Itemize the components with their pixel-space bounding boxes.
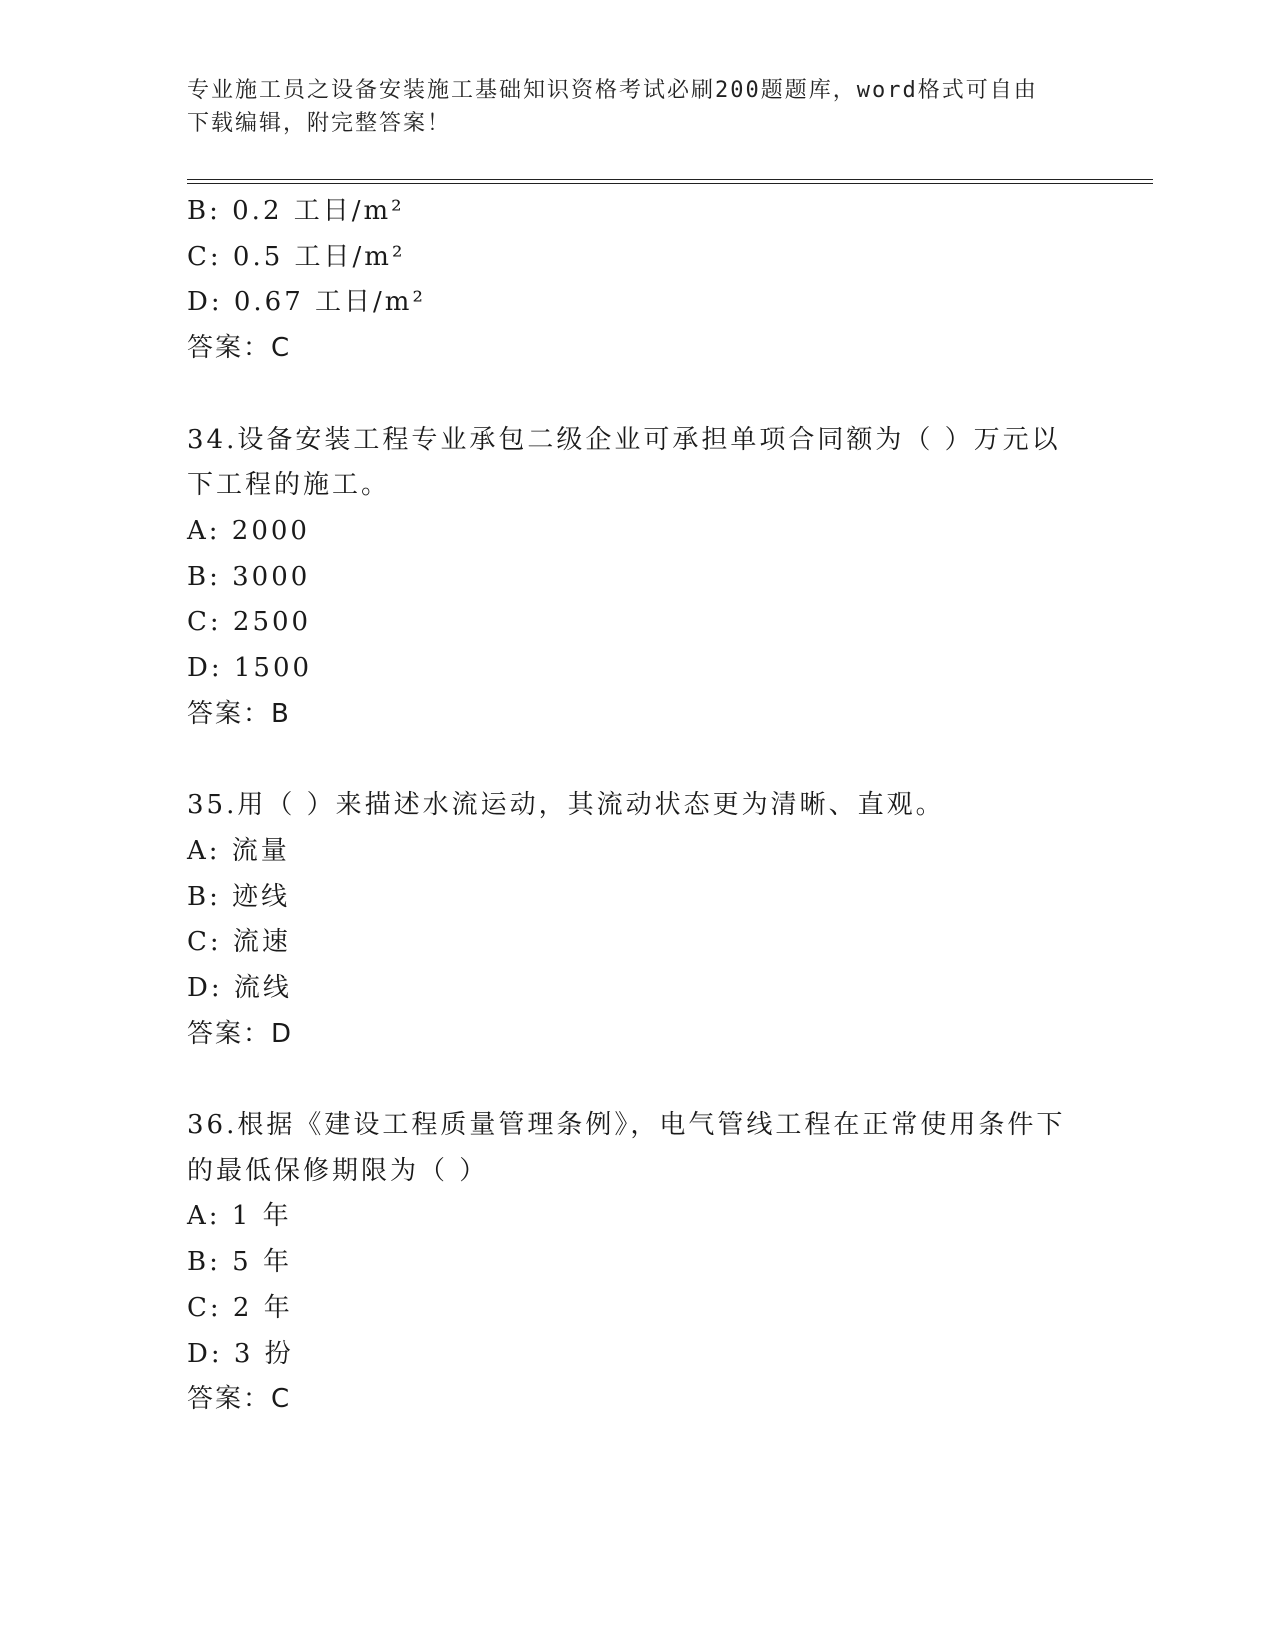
option-d: D: 流线 <box>187 972 292 1003</box>
option-b: B: 迹线 <box>187 881 291 912</box>
answer-line: 答案：C <box>187 333 292 364</box>
document-body <box>187 189 1087 1423</box>
option-c: C: 2500 <box>187 607 312 638</box>
question-36 <box>187 1103 1087 1423</box>
option-c: C: 流速 <box>187 927 291 958</box>
question-spacer <box>187 737 1087 783</box>
document-header <box>187 74 1087 140</box>
header-line-1: 专业施工员之设备安装施工基础知识资格考试必刷200题题库，word格式可自由 <box>187 78 1038 103</box>
header-line-2: 下载编辑，附完整答案！ <box>187 111 452 136</box>
answer-line: 答案：D <box>187 1018 294 1049</box>
answer-line: 答案：B <box>187 698 291 729</box>
question-stem-line-1: 35.用（ ）来描述水流运动，其流动状态更为清晰、直观。 <box>187 790 945 821</box>
option-c: C: 0.5 工日/m² <box>187 241 406 272</box>
option-b: B: 5 年 <box>187 1247 292 1278</box>
question-stem-line-2: 的最低保修期限为（ ） <box>187 1155 489 1186</box>
option-a: A: 1 年 <box>187 1201 292 1232</box>
question-stem-line-1: 36.根据《建设工程质量管理条例》，电气管线工程在正常使用条件下 <box>187 1110 1066 1141</box>
question-35 <box>187 783 1087 1057</box>
answer-line: 答案：C <box>187 1384 292 1415</box>
question-spacer <box>187 1057 1087 1103</box>
option-d: D: 1500 <box>187 653 313 684</box>
header-divider-top <box>187 179 1153 180</box>
option-d: D: 0.67 工日/m² <box>187 287 426 318</box>
option-a: A: 流量 <box>187 835 290 866</box>
option-b: B: 3000 <box>187 561 311 592</box>
option-c: C: 2 年 <box>187 1292 293 1323</box>
option-b: B: 0.2 工日/m² <box>187 196 405 226</box>
header-divider-bottom <box>187 183 1153 184</box>
option-d: D: 3 扮 <box>187 1338 294 1369</box>
question-spacer <box>187 372 1087 418</box>
question-33-tail <box>187 189 1087 372</box>
question-stem-line-2: 下工程的施工。 <box>187 470 391 501</box>
question-34 <box>187 418 1087 738</box>
question-stem-line-1: 34.设备安装工程专业承包二级企业可承担单项合同额为（ ）万元以 <box>187 424 1061 455</box>
option-a: A: 2000 <box>187 515 310 546</box>
